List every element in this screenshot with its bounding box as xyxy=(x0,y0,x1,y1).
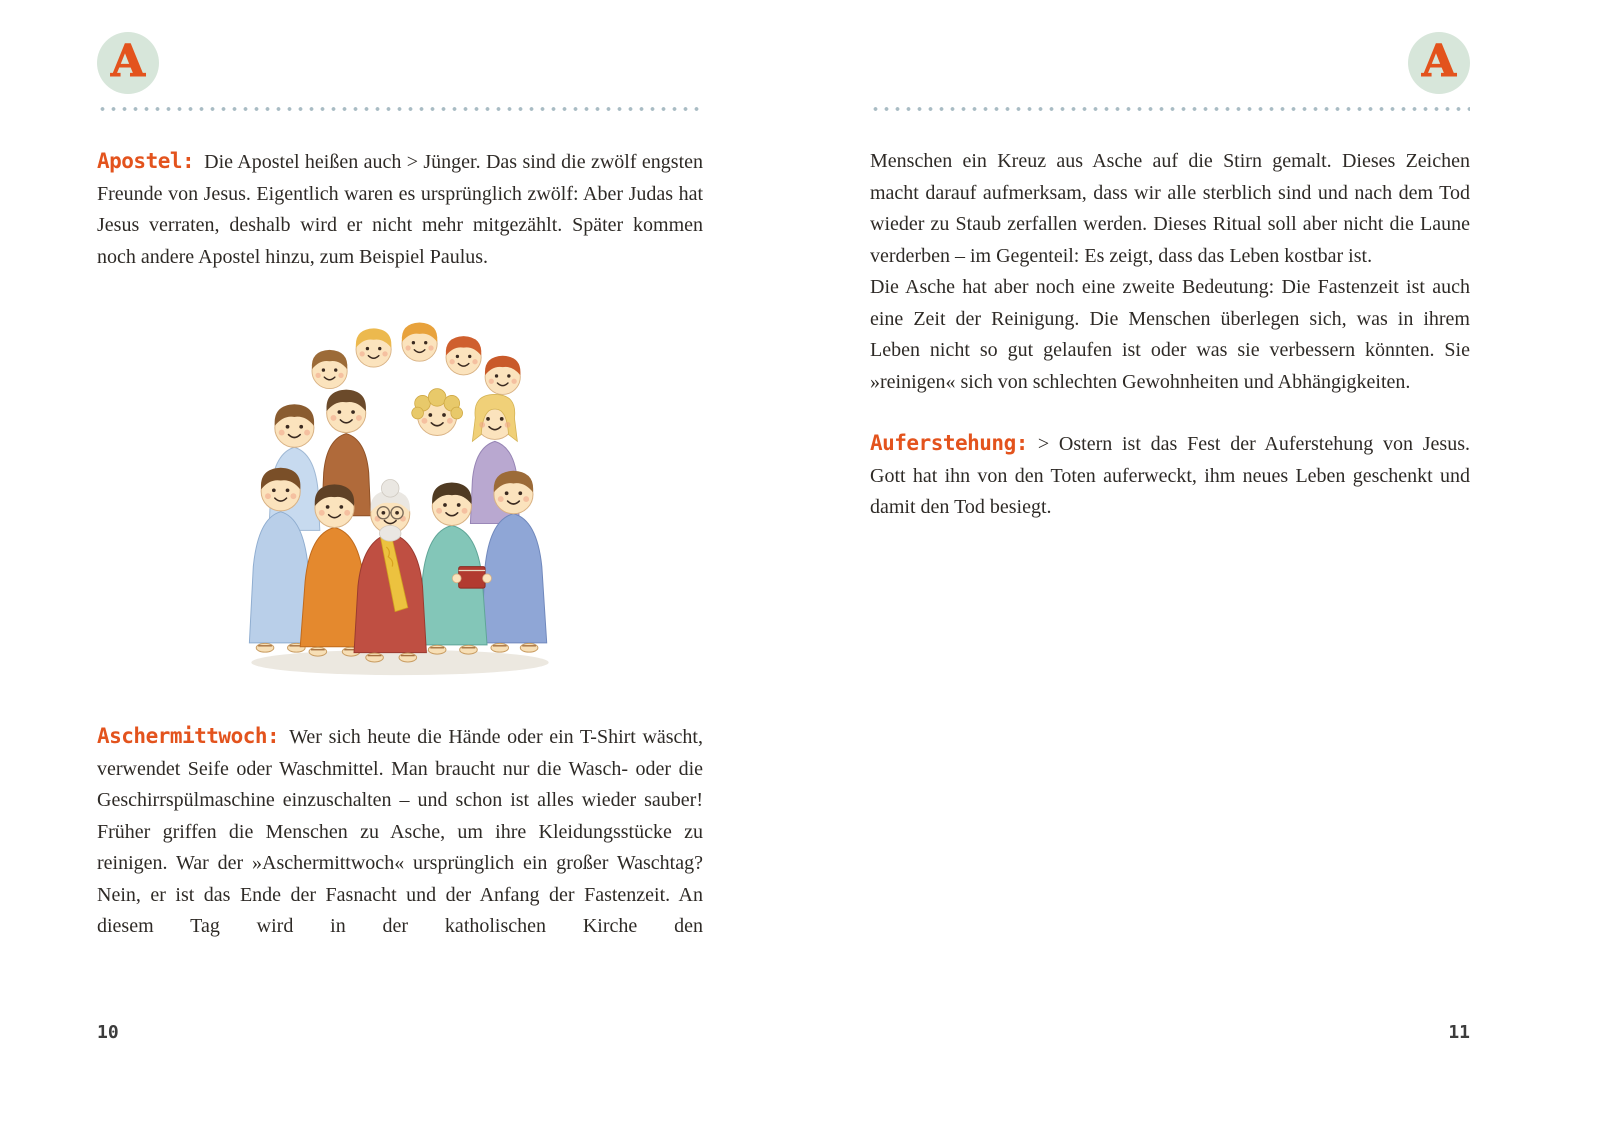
entry-apostel xyxy=(97,146,703,273)
entry-auferstehung xyxy=(870,428,1470,524)
dotted-divider-left xyxy=(97,106,703,112)
entry-auferstehung-text: > Ostern ist das Fest der Auferstehung von Jesus. Gott hat ihn von den Toten auferweckt, ihm neues Leben geschenkt und damit den Tod besiegt. xyxy=(870,433,1470,518)
letter-badge-row-left xyxy=(97,32,703,94)
page-number-right: 11 xyxy=(1448,1022,1470,1043)
letter-badge-left xyxy=(97,32,159,94)
page-number-left: 10 xyxy=(97,1022,119,1043)
letter-badge-row-right xyxy=(870,32,1470,94)
letter-badge-right xyxy=(1408,32,1470,94)
apostles-illustration-svg xyxy=(214,281,586,682)
entry-auferstehung-term: Auferstehung: xyxy=(870,431,1028,455)
entry-apostel-text: Die Apostel heißen auch > Jünger. Das sind die zwölf engsten Freunde von Jesus. Eigentlich waren es ursprünglich zwölf: Aber Judas hat Jesus verraten, deshalb wird er nicht mehr mitgezählt. Später kommen noch andere Apostel hinzu, zum Beispiel Paulus. xyxy=(97,151,703,268)
letter-a-icon: A xyxy=(1421,36,1457,87)
dotted-divider-right xyxy=(870,106,1470,112)
entry-aschermittwoch xyxy=(97,721,703,943)
apostles-illustration xyxy=(214,281,586,687)
page-left xyxy=(97,32,703,943)
aschermittwoch-continuation-1: Menschen ein Kreuz aus Asche auf die Stirn gemalt. Dieses Zeichen macht darauf aufmerksam, dass wir alle sterblich sind und nach dem Tod wieder zu Staub zerfallen werden. Dieses Ritual soll aber nicht die Laune verderben – im Gegenteil: Es zeigt, dass das Leben kostbar ist. xyxy=(870,150,1470,267)
entry-aschermittwoch-term: Aschermittwoch: xyxy=(97,724,280,748)
entry-aschermittwoch-text: Wer sich heute die Hände oder ein T-Shirt wäscht, verwendet Seife oder Waschmittel. Man braucht nur die Wasch- oder die Geschirrspülmaschine einzuschalten – und schon ist alles wieder sauber! Früher griffen die Menschen zu Asche, um ihre Kleidungsstücke zu reinigen. War der »Aschermittwoch« ursprünglich ein großer Waschtag? Nein, er ist das Ende der Fasnacht und der Anfang der Fastenzeit. An diesem Tag wird in der katholischen Kirche den xyxy=(97,726,703,937)
letter-a-icon: A xyxy=(110,36,146,87)
page-right xyxy=(870,32,1470,524)
aschermittwoch-continuation-2: Die Asche hat aber noch eine zweite Bedeutung: Die Fastenzeit ist auch eine Zeit der Reinigung. Die Menschen überlegen sich, was in ihrem Leben nicht so gut gelaufen ist oder was sie verbessern könnten. Sie »reinigen« sich von schlechten Gewohnheiten und Abhängigkeiten. xyxy=(870,276,1470,393)
entry-apostel-term: Apostel: xyxy=(97,149,195,173)
